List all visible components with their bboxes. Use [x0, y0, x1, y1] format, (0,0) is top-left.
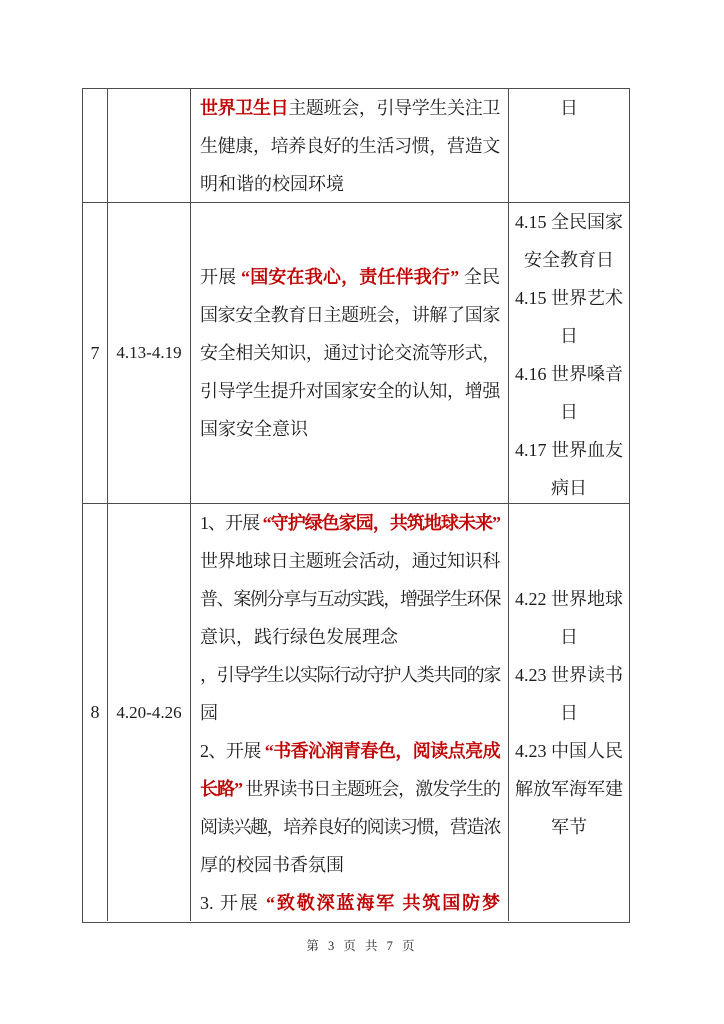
observance-line: 军节 — [551, 816, 587, 837]
date-range-cell — [108, 89, 191, 202]
text-segment: 世界地球日主题班会活动，通过知识科 — [200, 551, 500, 571]
text-segment: ，引导学生以实际行动守护人类共同的家 — [200, 665, 500, 685]
highlighted-text-segment: 长路” — [200, 779, 242, 799]
observance-line: 4.17 世界血友 — [515, 440, 623, 460]
row-number-cell: 8 — [83, 504, 108, 921]
text-segment: 2、开展 — [200, 741, 265, 761]
observance-line: 4.15 全民国家 — [515, 212, 623, 232]
date-range-cell: 4.13-4.19 — [108, 203, 191, 503]
text-segment: 明和谐的校园环境 — [200, 174, 344, 194]
activities-cell — [191, 504, 509, 921]
activity-line — [200, 732, 500, 770]
observance-line: 病日 — [551, 478, 587, 498]
activity-line — [200, 127, 500, 165]
activity-line — [200, 296, 500, 334]
activity-line — [200, 165, 500, 202]
page-footer: 第 3 页 共 7 页 — [306, 939, 418, 953]
row-number-cell: 7 — [83, 203, 108, 503]
activity-line — [200, 694, 500, 732]
observance-line: 解放军海军建 — [515, 778, 623, 799]
text-segment: 世界读书日主题班会，激发学生的 — [241, 779, 500, 799]
date-range-cell: 4.20-4.26 — [108, 504, 191, 921]
text-segment: 1、开展 — [200, 513, 263, 533]
text-segment: 普、案例分享与互动实践，增强学生环保 — [200, 589, 500, 609]
text-segment: 意识，践行绿色发展理念 — [200, 627, 398, 647]
observance-line: 4.23 世界读书 — [515, 664, 623, 685]
table-row — [83, 203, 629, 504]
highlighted-text-segment: 世界卫生日 — [200, 98, 289, 118]
observance-line: 4.15 世界艺术 — [515, 288, 623, 308]
text-segment: 3. 开展 — [200, 893, 266, 913]
observance-line: 日 — [560, 626, 578, 647]
activity-line — [200, 618, 500, 656]
activity-line — [200, 410, 500, 448]
row-number-cell — [83, 89, 108, 202]
text-segment: 安全相关知识，通过讨论交流等形式， — [200, 343, 500, 363]
text-segment: 国家安全教育日主题班会，讲解了国家 — [200, 305, 500, 325]
highlighted-text-segment: “国安在我心，责任伴我行” — [241, 267, 460, 287]
observance-line: 日 — [560, 402, 578, 422]
highlighted-text-segment: “书香沁润青春色，阅读点亮成 — [264, 741, 500, 761]
text-segment: 阅读兴趣，培养良好的阅读习惯，营造浓 — [200, 817, 500, 837]
observance-line: 安全教育日 — [524, 250, 614, 270]
activity-line — [200, 504, 500, 542]
schedule-table — [82, 88, 630, 923]
activity-line — [200, 808, 500, 846]
activity-line — [200, 542, 500, 580]
text-segment: 生健康，培养良好的生活习惯，营造文 — [200, 136, 500, 156]
observances-cell — [509, 504, 629, 921]
activities-cell — [191, 203, 509, 503]
activity-line — [200, 89, 500, 127]
observance-line: 日 — [560, 326, 578, 346]
observance-line: 日 — [560, 98, 578, 118]
activity-line — [200, 884, 500, 921]
table-row — [83, 89, 629, 203]
activity-line — [200, 846, 500, 884]
observances-cell — [509, 89, 629, 202]
activities-cell — [191, 89, 509, 202]
observances-cell — [509, 203, 629, 503]
activity-line — [200, 258, 500, 296]
observance-line: 日 — [560, 702, 578, 723]
activity-line — [200, 372, 500, 410]
activity-line — [200, 770, 500, 808]
text-segment: 全民 — [459, 267, 501, 287]
observance-line: 4.16 世界嗓音 — [515, 364, 623, 384]
text-segment: 开展 — [200, 267, 242, 287]
text-segment: 园 — [200, 703, 218, 723]
text-segment: 引导学生提升对国家安全的认知，增强 — [200, 381, 500, 401]
observance-line: 4.23 中国人民 — [515, 740, 623, 761]
text-segment: 国家安全意识 — [200, 419, 308, 439]
table-row — [83, 504, 629, 921]
activity-line — [200, 656, 500, 694]
observance-line: 4.22 世界地球 — [515, 588, 623, 609]
highlighted-text-segment: “致敬深蓝海军 共筑国防梦 — [266, 893, 500, 913]
activity-line — [200, 334, 500, 372]
activity-line — [200, 580, 500, 618]
text-segment: 主题班会，引导学生关注卫 — [288, 98, 501, 118]
text-segment: 厚的校园书香氛围 — [200, 855, 344, 875]
highlighted-text-segment: “守护绿色家园，共筑地球未来” — [262, 513, 501, 533]
